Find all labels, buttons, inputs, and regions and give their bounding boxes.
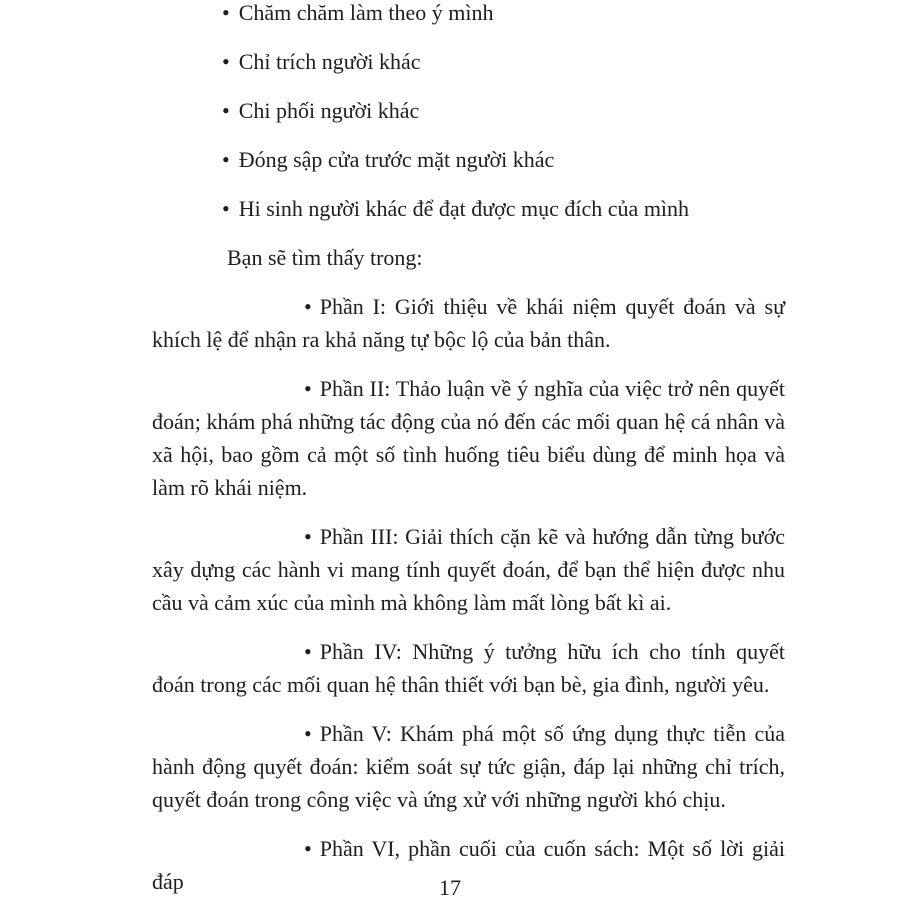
bullet-icon: • (304, 524, 312, 549)
section-text: Phần I: Giới thiệu về khái niệm quyết đoán và sự khích lệ để nhận ra khả năng tự bộc lộ của bản thân. (152, 294, 785, 352)
intro-line: Bạn sẽ tìm thấy trong: (227, 245, 423, 270)
list-item-text: Chăm chăm làm theo ý mình (238, 0, 494, 25)
bullet-icon: • (222, 147, 230, 172)
section-text: Phần V: Khám phá một số ứng dụng thực tiễn của hành động quyết đoán: kiểm soát sự tức giận, đáp lại những chỉ trích, quyết đoán trong công việc và ứng xử với những người khó chịu. (152, 721, 785, 812)
section-text: Phần II: Thảo luận về ý nghĩa của việc trở nên quyết đoán; khám phá những tác động của nó đến các mối quan hệ cá nhân và xã hội, bao gồm cả một số tình huống tiêu biểu dùng để minh họa và làm rõ khái niệm. (152, 376, 785, 500)
section-paragraph-part-5 (152, 717, 785, 816)
bullet-icon: • (222, 98, 230, 123)
bullet-icon: • (304, 376, 312, 401)
section-paragraph-part-4 (152, 635, 785, 701)
list-item (152, 0, 785, 29)
page-content (152, 0, 785, 900)
list-item-text: Chi phối người khác (238, 98, 420, 123)
bullet-icon: • (304, 639, 312, 664)
bullet-icon: • (222, 49, 230, 74)
list-item (152, 94, 785, 127)
section-text: Phần III: Giải thích cặn kẽ và hướng dẫn từng bước xây dựng các hành vi mang tính quyết đoán, để bạn thể hiện được nhu cầu và cảm xúc của mình mà không làm mất lòng bất kì ai. (152, 524, 785, 615)
bullet-icon: • (304, 721, 312, 746)
section-paragraph-part-2 (152, 372, 785, 504)
section-text: Phần VI, phần cuối của cuốn sách: Một số lời giải đáp (152, 836, 785, 894)
list-item (152, 45, 785, 78)
list-item (152, 192, 785, 225)
list-item-text: Chỉ trích người khác (238, 49, 421, 74)
page-number: 17 (439, 875, 461, 900)
list-item (152, 143, 785, 176)
bullet-icon: • (222, 196, 230, 221)
section-paragraph-part-3 (152, 520, 785, 619)
list-item-text: Đóng sập cửa trước mặt người khác (238, 147, 555, 172)
list-item-text: Hi sinh người khác để đạt được mục đích của mình (238, 196, 690, 221)
bullet-icon: • (222, 0, 230, 25)
bullet-icon: • (304, 836, 312, 861)
bullet-icon: • (304, 294, 312, 319)
section-paragraph-part-1 (152, 290, 785, 356)
section-text: Phần IV: Những ý tưởng hữu ích cho tính quyết đoán trong các mối quan hệ thân thiết với bạn bè, gia đình, người yêu. (152, 639, 785, 697)
